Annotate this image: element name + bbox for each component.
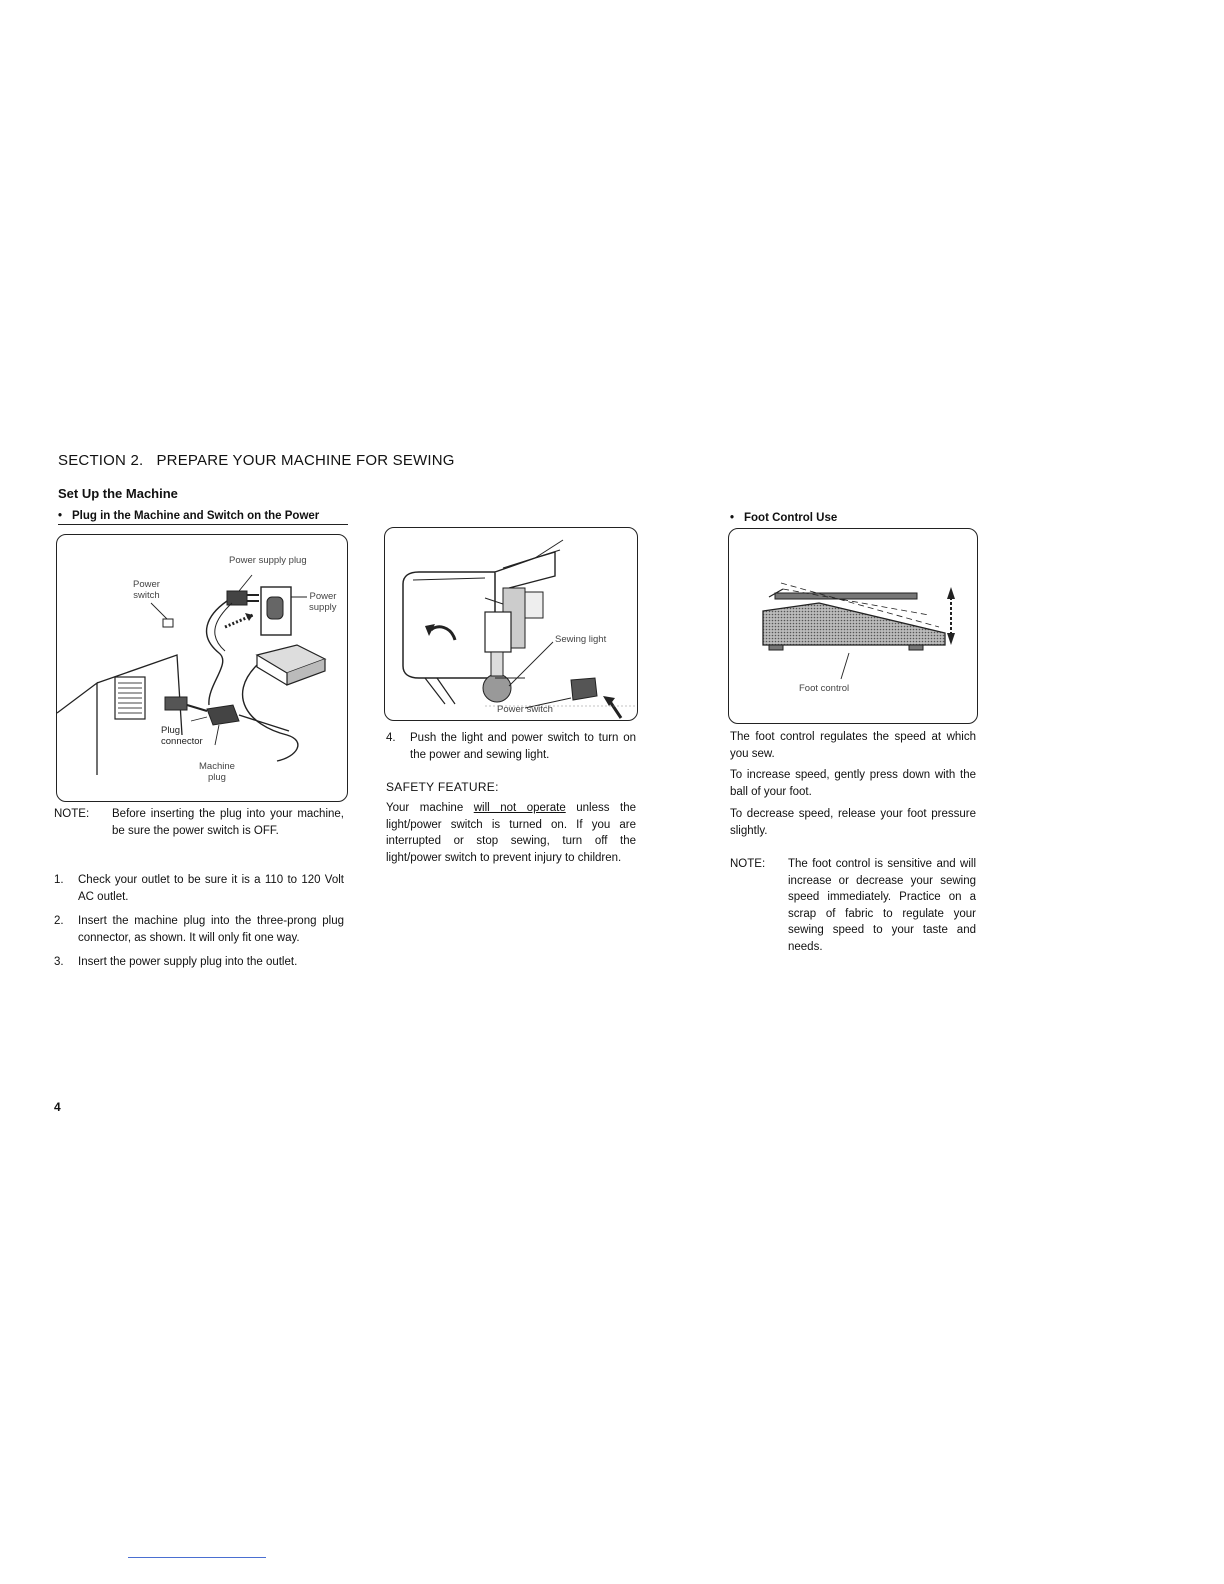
label-power-supply: Power supply xyxy=(309,591,337,613)
setup-note xyxy=(54,806,344,839)
figure-foot-control xyxy=(728,528,978,724)
foot-control-illustration xyxy=(729,529,977,723)
section-heading: PREPARE YOUR MACHINE FOR SEWING xyxy=(156,452,455,469)
safety-heading: SAFETY FEATURE: xyxy=(386,780,499,794)
note-label: NOTE: xyxy=(730,858,766,870)
foot-note xyxy=(730,856,976,955)
page-number: 4 xyxy=(54,1100,61,1114)
label-plug-connector: Plug connector xyxy=(161,725,203,747)
foot-paragraph-1: The foot control regulates the speed at which you sew. xyxy=(730,731,976,760)
list-item: 2. Insert the machine plug into the three-prong plug connector, as shown. It will only fit one way. xyxy=(54,915,344,944)
label-sewing-light: Sewing light xyxy=(555,634,607,645)
figure-power-setup xyxy=(56,534,348,802)
section-number: SECTION 2. xyxy=(58,452,144,469)
setup-subheading-text: Plug in the Machine and Switch on the Power xyxy=(72,510,320,522)
foot-subheading-text: Foot Control Use xyxy=(744,512,838,524)
label-power-switch: Power switch xyxy=(133,579,160,601)
foot-subheading xyxy=(730,512,976,524)
setup-subheading xyxy=(58,510,348,525)
label-foot-control: Foot control xyxy=(799,683,850,694)
label-power-supply-plug: Power supply plug xyxy=(229,555,307,566)
bottom-rule xyxy=(128,1557,266,1558)
note-label: NOTE: xyxy=(54,808,90,820)
setup-steps xyxy=(54,872,344,971)
note-text: Before inserting the plug into your machine, be sure the power switch is OFF. xyxy=(112,808,344,837)
section-title xyxy=(58,452,455,469)
note-text: The foot control is sensitive and will increase or decrease your sewing speed immediately. Practice on a scrap of fabric to regulate your sewing speed to your taste and needs. xyxy=(788,858,976,953)
bullet-dot: • xyxy=(730,512,735,524)
setup-heading: Set Up the Machine xyxy=(58,486,178,501)
label-power-switch-2: Power switch xyxy=(497,704,553,715)
label-machine-plug: Machine plug xyxy=(199,761,235,783)
list-item: 3. Insert the power supply plug into the outlet. xyxy=(54,956,298,968)
foot-paragraph-2: To increase speed, gently press down with the ball of your foot. xyxy=(730,769,976,798)
list-item: 4. Push the light and power switch to turn on the power and sewing light. xyxy=(386,732,636,761)
sewing-light-illustration xyxy=(385,528,637,720)
list-item: 1. Check your outlet to be sure it is a 110 to 120 Volt AC outlet. xyxy=(54,874,344,903)
bullet-dot: • xyxy=(58,510,63,522)
foot-paragraph-3: To decrease speed, release your foot pressure slightly. xyxy=(730,808,976,837)
safety-text: Your machine will not operate unless the light/power switch is turned on. If you are interrupted or stop sewing, turn off the light/power switch to prevent injury to children. xyxy=(386,802,636,864)
figure-sewing-light xyxy=(384,527,638,721)
